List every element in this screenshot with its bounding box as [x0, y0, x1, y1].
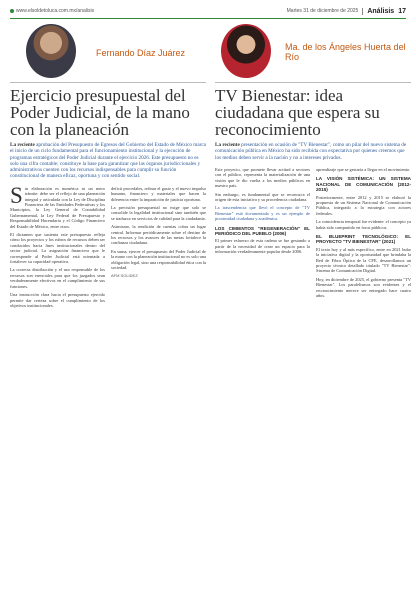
lead-bold-left: La reciente — [10, 142, 35, 148]
divider — [10, 82, 206, 83]
article-lead-left — [10, 142, 206, 180]
divider — [215, 82, 411, 83]
paragraph: La correcta distribución y el uso responsable de los recursos son esenciales para que los juzgados sean verdaderamente efectivos en el cumplimiento de sus funciones. — [10, 267, 105, 289]
page-number: 17 — [398, 7, 406, 15]
paragraph — [10, 182, 105, 229]
article-title-left: Ejercicio presupuestal del Poder Judicial, de la mano con la planeación — [10, 86, 190, 139]
paragraph: El primer esfuerzo de esta cadena se fue gestando a partir de la necesidad de crear un espacio para la información verdaderamente popular desde 2006. — [215, 238, 310, 255]
author-name-left: Fernando Díaz Juárez — [96, 48, 186, 58]
body-column-1 — [10, 182, 105, 312]
paragraph: Hoy, en diciembre de 2025, el gobierno presenta "TV Bienestar". Los paralelismos son evidentes y el reconocimiento merece ser entregado hace cuatro años. — [316, 276, 411, 299]
lead-text-right: presentación en ocasión de "TV Bienestar", como un pilar del nuevo sistema de comunicación pública en México ha sido recibida con expectativa por quienes creemos que los medios deben servir a la nación y no a intereses privados. — [215, 142, 407, 161]
paragraph-text: in elaboración es numérica ni un mero trámite: debe ser el reflejo de una planeación integral y articulada con la Ley de Disciplina Financiera de las Entidades Federativas y los Municipios, la Ley General de Contabilidad Gubernamental, la Ley Federal de Presupuesto y Responsabilidad Hacendaria y el Código Financiero del Estado de México, entre otros. — [10, 185, 105, 229]
section-name: Análisis — [367, 7, 395, 15]
header-divider — [362, 8, 363, 15]
site-url[interactable] — [10, 8, 94, 14]
author-name-right: Ma. de los Ángeles Huerta del Río — [285, 42, 406, 62]
paragraph: Posteriormente, entre 2012 y 2015 se elaboró la propuesta de un Sistema Nacional de Comunicación Pública, integrado a la estrategia con actores federales. — [316, 194, 411, 216]
paragraph: deficit procedales, refinar el gasto y el nuevo impulso humano, financiero y materiales que hacen la diferencia entre la impartición de justicia oportuna. — [111, 185, 206, 202]
paragraph: El texto hoy y al más específico, entre en 2021 hubo la iniciativa digital y la oportunidad que brindaba la Red de Fibra Óptica de la CFE, desarrollamos un proyecto técnico detallado titulado "TV Bienestar": Sistema de Comunicación Digital. — [316, 246, 411, 274]
article-body-right — [215, 167, 411, 302]
page-header — [10, 4, 406, 19]
lead-text-left: aprobación del Presupuesto de Egresos del Gobierno del Estado de México marca el inicio de un ciclo fundamental para el funcionamiento institucional y la ejecución de programas estratégicos del Poder Judicial durante el ejercicio 2026. Este presupuesto no es solo una cifra contable; constituye la base para garantizar que las órganos jurisdiccionales y administrativos cuenten con los recursos indispensables para cumplir su función constitucional de manera eficaz, oportuna y con sentido social. — [10, 142, 206, 180]
author-credit: AFM SOLIDEZ — [111, 273, 138, 279]
subheading: EL BLUEPRINT TECNOLÓGICO: EL PROYECTO "TV BIENESTAR" (2021) — [316, 233, 411, 245]
paragraph: La trascendencia que llevó el concepto de "TV Bienestar" está documentada y es un ejemplo de proximidad ciudadana y académica. — [215, 205, 310, 222]
left-article — [10, 22, 206, 572]
body-column-2 — [111, 186, 206, 312]
paragraph: La coincidencia temporal fue evidente: el concepto ya había sido compartido en foros públicos. — [316, 219, 411, 230]
article-lead-right — [215, 142, 411, 161]
paragraph: Este proyecto, que promete llevar actitud a sectores con el público, representa la materialización de una visión que le dio vuelta a los medios públicos en nuestro país. — [215, 166, 310, 189]
paragraph: El dictamen que sustenta este presupuesto refleja cómo los proyectos y los rubros de recursos deben ser conducidos hacia fines institucionales dentro del sector judicial. La asignación financiera que le corresponde al Poder Judicial está orientada a fortalecer su capacidad operativa. — [10, 232, 105, 265]
article-title-right: TV Bienestar: idea ciudadana que espera su reconocimiento — [215, 86, 380, 139]
site-logo-icon — [10, 9, 14, 13]
paragraph: La precisión presupuestal no exige que solo se consolide la legalidad institucional sino también que se traduzca en servicios de calidad para la ciudadanía. — [111, 205, 206, 221]
right-article — [215, 22, 411, 572]
paragraph: Sin embargo, es fundamental que se reconozca el origen de esta iniciativa y su procedencia ciudadana. — [215, 191, 310, 202]
author-box-right — [215, 22, 411, 80]
subheading: LOS CIMIENTOS "REGENERACIÓN" EL PERIÓDICO DEL PUEBLO (2006) — [215, 225, 310, 236]
header-right — [287, 8, 406, 15]
issue-date: Martes 31 de diciembre de 2025 — [286, 8, 359, 14]
author-photo-left — [26, 24, 76, 78]
paragraph: Una instrucción clara hacia el presupuesto ejercido permite dar certeza sobre el cumplimiento de los objetivos institucionales. — [10, 292, 105, 308]
article-body-left — [10, 182, 206, 312]
site-url-text: www.elsoldetoluca.com.mx/analisis — [16, 8, 95, 14]
body-column-2 — [316, 167, 411, 302]
drop-cap: S — [10, 182, 23, 208]
paragraph: En suma, ejercer el presupuesto del Poder Judicial de la mano con la planeación institucional no es solo una obligación legal, sino una responsabilidad ética con la sociedad. — [111, 248, 206, 271]
author-box-left — [10, 22, 206, 80]
lead-bold-right: La reciente — [215, 142, 240, 148]
author-photo-right — [221, 24, 271, 78]
body-column-1 — [215, 167, 310, 302]
paragraph: Asimismo, la rendición de cuentas cobra un lugar central. Informar periódicamente sobre el destino de los recursos y los avances de las metas fortalece la confianza ciudadana. — [111, 224, 206, 246]
subheading: LA VISIÓN SISTÉMICA: UN SISTEMA NACIONAL DE COMUNICACIÓN (2012-2015) — [316, 176, 411, 193]
paragraph: aprendizaje que se gestaría a llegar en el movimiento. — [316, 166, 411, 172]
